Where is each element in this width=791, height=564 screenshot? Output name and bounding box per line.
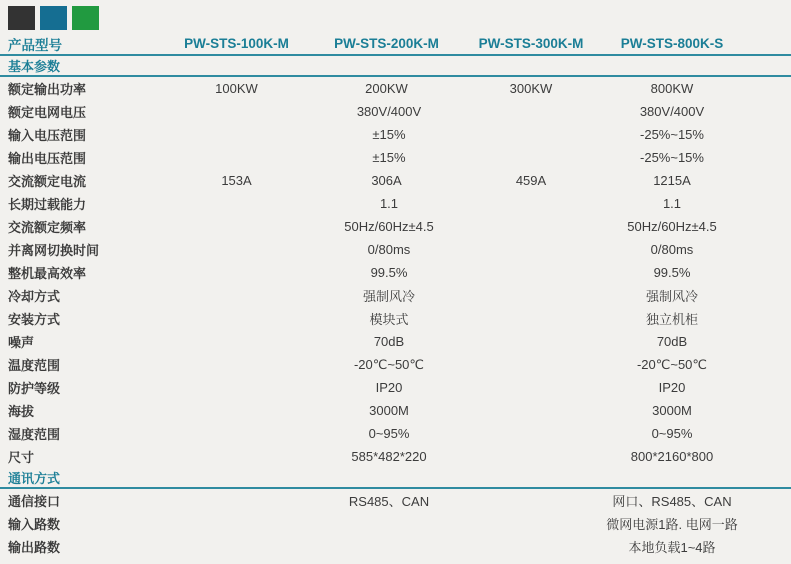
cell-value-merged: 模块式: [369, 312, 409, 327]
row-label: 额定输出功率: [8, 82, 87, 97]
cell-value-800k: 微网电源1路. 电网一路: [606, 517, 738, 532]
square-dark-icon: [8, 6, 35, 30]
cell-value-merged: 99.5%: [370, 265, 408, 280]
section-header-row: [0, 468, 791, 488]
row-label: 尺寸: [8, 450, 35, 465]
cell-value-800k: 50Hz/60Hz±4.5: [627, 219, 717, 234]
table-row: [0, 330, 791, 353]
cell-value-merged: 强制风冷: [362, 289, 415, 304]
cell-value-800k: 800*2160*800: [630, 449, 714, 464]
row-label: 额定电网电压: [8, 105, 87, 120]
table-row: [0, 488, 791, 512]
cell-value-merged: IP20: [375, 380, 403, 395]
cell-value-800k: -25%~15%: [640, 150, 704, 165]
cell-value-merged: [160, 512, 602, 535]
section-title: 基本参数: [0, 55, 791, 76]
cell-value-merged: RS485、CAN: [348, 494, 430, 509]
row-label: 温度范围: [8, 358, 61, 373]
row-label: 输出电压范围: [8, 151, 87, 166]
row-label: 交流额定电流: [8, 174, 87, 189]
row-label: 整机最高效率: [8, 266, 87, 281]
model-column-header: PW-STS-300K-M: [460, 33, 602, 55]
cell-value-800k: -25%~15%: [640, 127, 704, 142]
row-label: 并离网切换时间: [8, 243, 100, 258]
cell-value: 100KW: [215, 81, 258, 96]
cell-value-merged: 3000M: [369, 403, 409, 418]
row-label: 输入路数: [8, 517, 61, 532]
row-label: 冷却方式: [8, 289, 61, 304]
cell-value-800k: IP20: [658, 380, 686, 395]
section-header-row: [0, 55, 791, 76]
model-column-header: PW-STS-100K-M: [160, 33, 313, 55]
table-row: [0, 146, 791, 169]
cell-value: 153A: [221, 173, 252, 188]
cell-value: 306A: [371, 173, 402, 188]
cell-value-merged: [160, 535, 602, 558]
table-row: [0, 261, 791, 284]
row-label: 输入电压范围: [8, 128, 87, 143]
table-row: [0, 307, 791, 330]
section-title: 通讯方式: [0, 468, 791, 488]
square-green-icon: [72, 6, 99, 30]
cell-value-merged: ±15%: [372, 127, 406, 142]
model-header-label: 产品型号: [0, 33, 160, 55]
table-row: [0, 238, 791, 261]
row-label: 交流额定频率: [8, 220, 87, 235]
cell-value-800k: 380V/400V: [639, 104, 705, 119]
cell-value: 459A: [515, 173, 547, 188]
cell-value-800k: -20℃~50℃: [636, 356, 708, 372]
table-row: [0, 399, 791, 422]
cell-value: 200KW: [365, 81, 408, 96]
cell-value-800k: 强制风冷: [645, 289, 698, 304]
table-row: [0, 445, 791, 468]
cell-value-800k: 800KW: [650, 81, 694, 96]
cell-value-800k: 本地负载1~4路: [628, 540, 716, 555]
table-row: [0, 284, 791, 307]
cell-value-merged: 0/80ms: [367, 242, 411, 257]
row-label: 输出路数: [8, 540, 61, 555]
row-label: 湿度范围: [8, 427, 61, 442]
cell-value-merged: 585*482*220: [351, 449, 427, 464]
model-header-row: [0, 33, 791, 55]
cell-value-800k: 99.5%: [653, 265, 691, 280]
cell-value-800k: 网口、RS485、CAN: [612, 494, 732, 509]
table-row: [0, 76, 791, 100]
row-label: 噪声: [8, 335, 35, 350]
cell-value-merged: 50Hz/60Hz±4.5: [344, 219, 434, 234]
table-row: [0, 169, 791, 192]
table-row: [0, 123, 791, 146]
row-label: 防护等级: [8, 381, 61, 396]
cell-value-800k: 1215A: [653, 173, 691, 188]
model-column-header: PW-STS-800K-S: [602, 33, 791, 55]
spec-table: [0, 33, 791, 558]
cell-value-merged: 70dB: [373, 334, 405, 349]
cell-value-800k: 0~95%: [651, 426, 693, 441]
table-row: [0, 535, 791, 558]
brand-squares: [0, 0, 791, 33]
table-row: [0, 512, 791, 535]
table-row: [0, 422, 791, 445]
row-label: 通信接口: [8, 494, 61, 509]
square-teal-icon: [40, 6, 67, 30]
cell-value-merged: 380V/400V: [356, 104, 422, 119]
row-label: 安装方式: [8, 312, 61, 327]
cell-value: 300KW: [509, 81, 553, 96]
cell-value-800k: 70dB: [656, 334, 688, 349]
table-row: [0, 100, 791, 123]
table-row: [0, 215, 791, 238]
model-column-header: PW-STS-200K-M: [313, 33, 460, 55]
row-label: 长期过载能力: [8, 197, 87, 212]
cell-value-800k: 独立机柜: [645, 312, 698, 327]
table-row: [0, 192, 791, 215]
cell-value-merged: ±15%: [372, 150, 406, 165]
cell-value-800k: 1.1: [662, 196, 682, 211]
cell-value-800k: 0/80ms: [650, 242, 694, 257]
cell-value-merged: -20℃~50℃: [353, 356, 425, 372]
table-row: [0, 376, 791, 399]
row-label: 海拔: [8, 404, 35, 419]
cell-value-800k: 3000M: [652, 403, 692, 418]
table-row: [0, 353, 791, 376]
cell-value-merged: 1.1: [379, 196, 399, 211]
cell-value-merged: 0~95%: [368, 426, 410, 441]
